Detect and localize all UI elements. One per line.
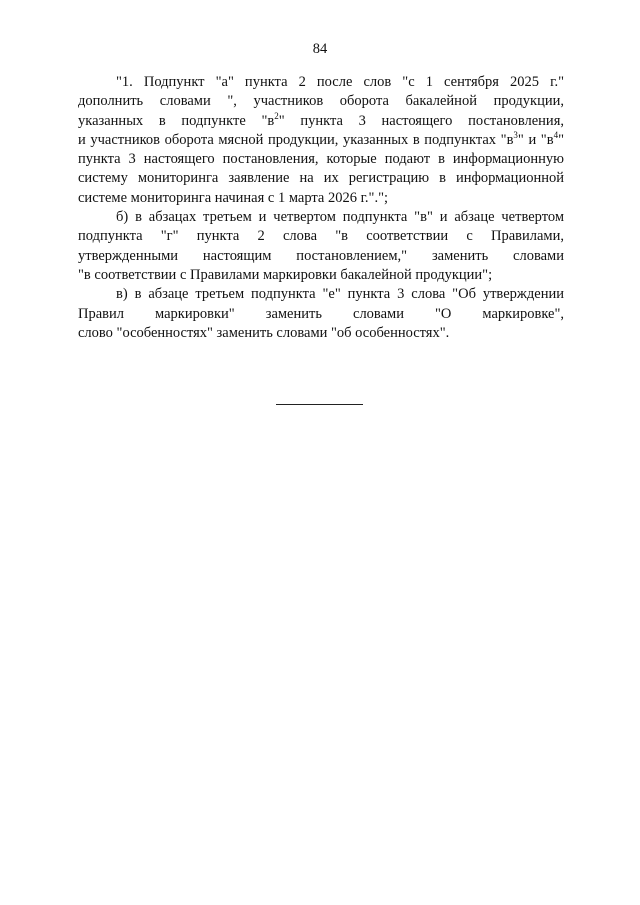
separator-line <box>276 404 363 405</box>
text-line: "1. Подпункт "а" пункта 2 после слов "с 1 сентября 2025 г." <box>116 74 564 90</box>
text-line: систему мониторинга заявление на их регистрацию в информационной <box>78 170 564 187</box>
superscript: 2 <box>274 110 279 121</box>
text-line: утвержденными настоящим постановлением," заменить словами <box>78 247 564 264</box>
text-line: слово "особенностях" заменить словами "об особенностях". <box>78 324 450 341</box>
text-line: подпункта "г" пункта 2 слова "в соответствии с Правилами, <box>78 228 564 245</box>
text-line: системе мониторинга начиная с 1 марта 2026 г."."; <box>78 189 389 206</box>
text-line: и участников оборота мясной продукции, указанных в подпунктах "$в^3$" и "$в^4$" <box>78 130 564 148</box>
text-line: дополнить словами ", участников оборота бакалейной продукции, <box>78 93 564 110</box>
text-line: б) в абзацах третьем и четвертом подпункта "в" и абзаце четвертом <box>116 209 564 226</box>
paragraph <box>78 73 564 208</box>
paragraph <box>78 208 564 285</box>
paragraph <box>78 285 564 343</box>
text-line: в) в абзаце третьем подпункта "е" пункта 3 слова "Об утверждении <box>116 286 564 303</box>
text-line: пункта 3 настоящего постановления, которые подают в информационную <box>78 151 564 168</box>
text-line: указанных в подпункте "$в^2$" пункта 3 настоящего постановления, <box>78 110 564 129</box>
document-body <box>78 73 564 343</box>
text-line: Правил маркировки" заменить словами "О маркировке", <box>78 305 564 322</box>
superscript: 4 <box>553 130 559 141</box>
superscript: 3 <box>513 130 518 141</box>
text-line: "в соответствии с Правилами маркировки бакалейной продукции"; <box>78 266 493 283</box>
page-number: 84 <box>312 41 328 57</box>
